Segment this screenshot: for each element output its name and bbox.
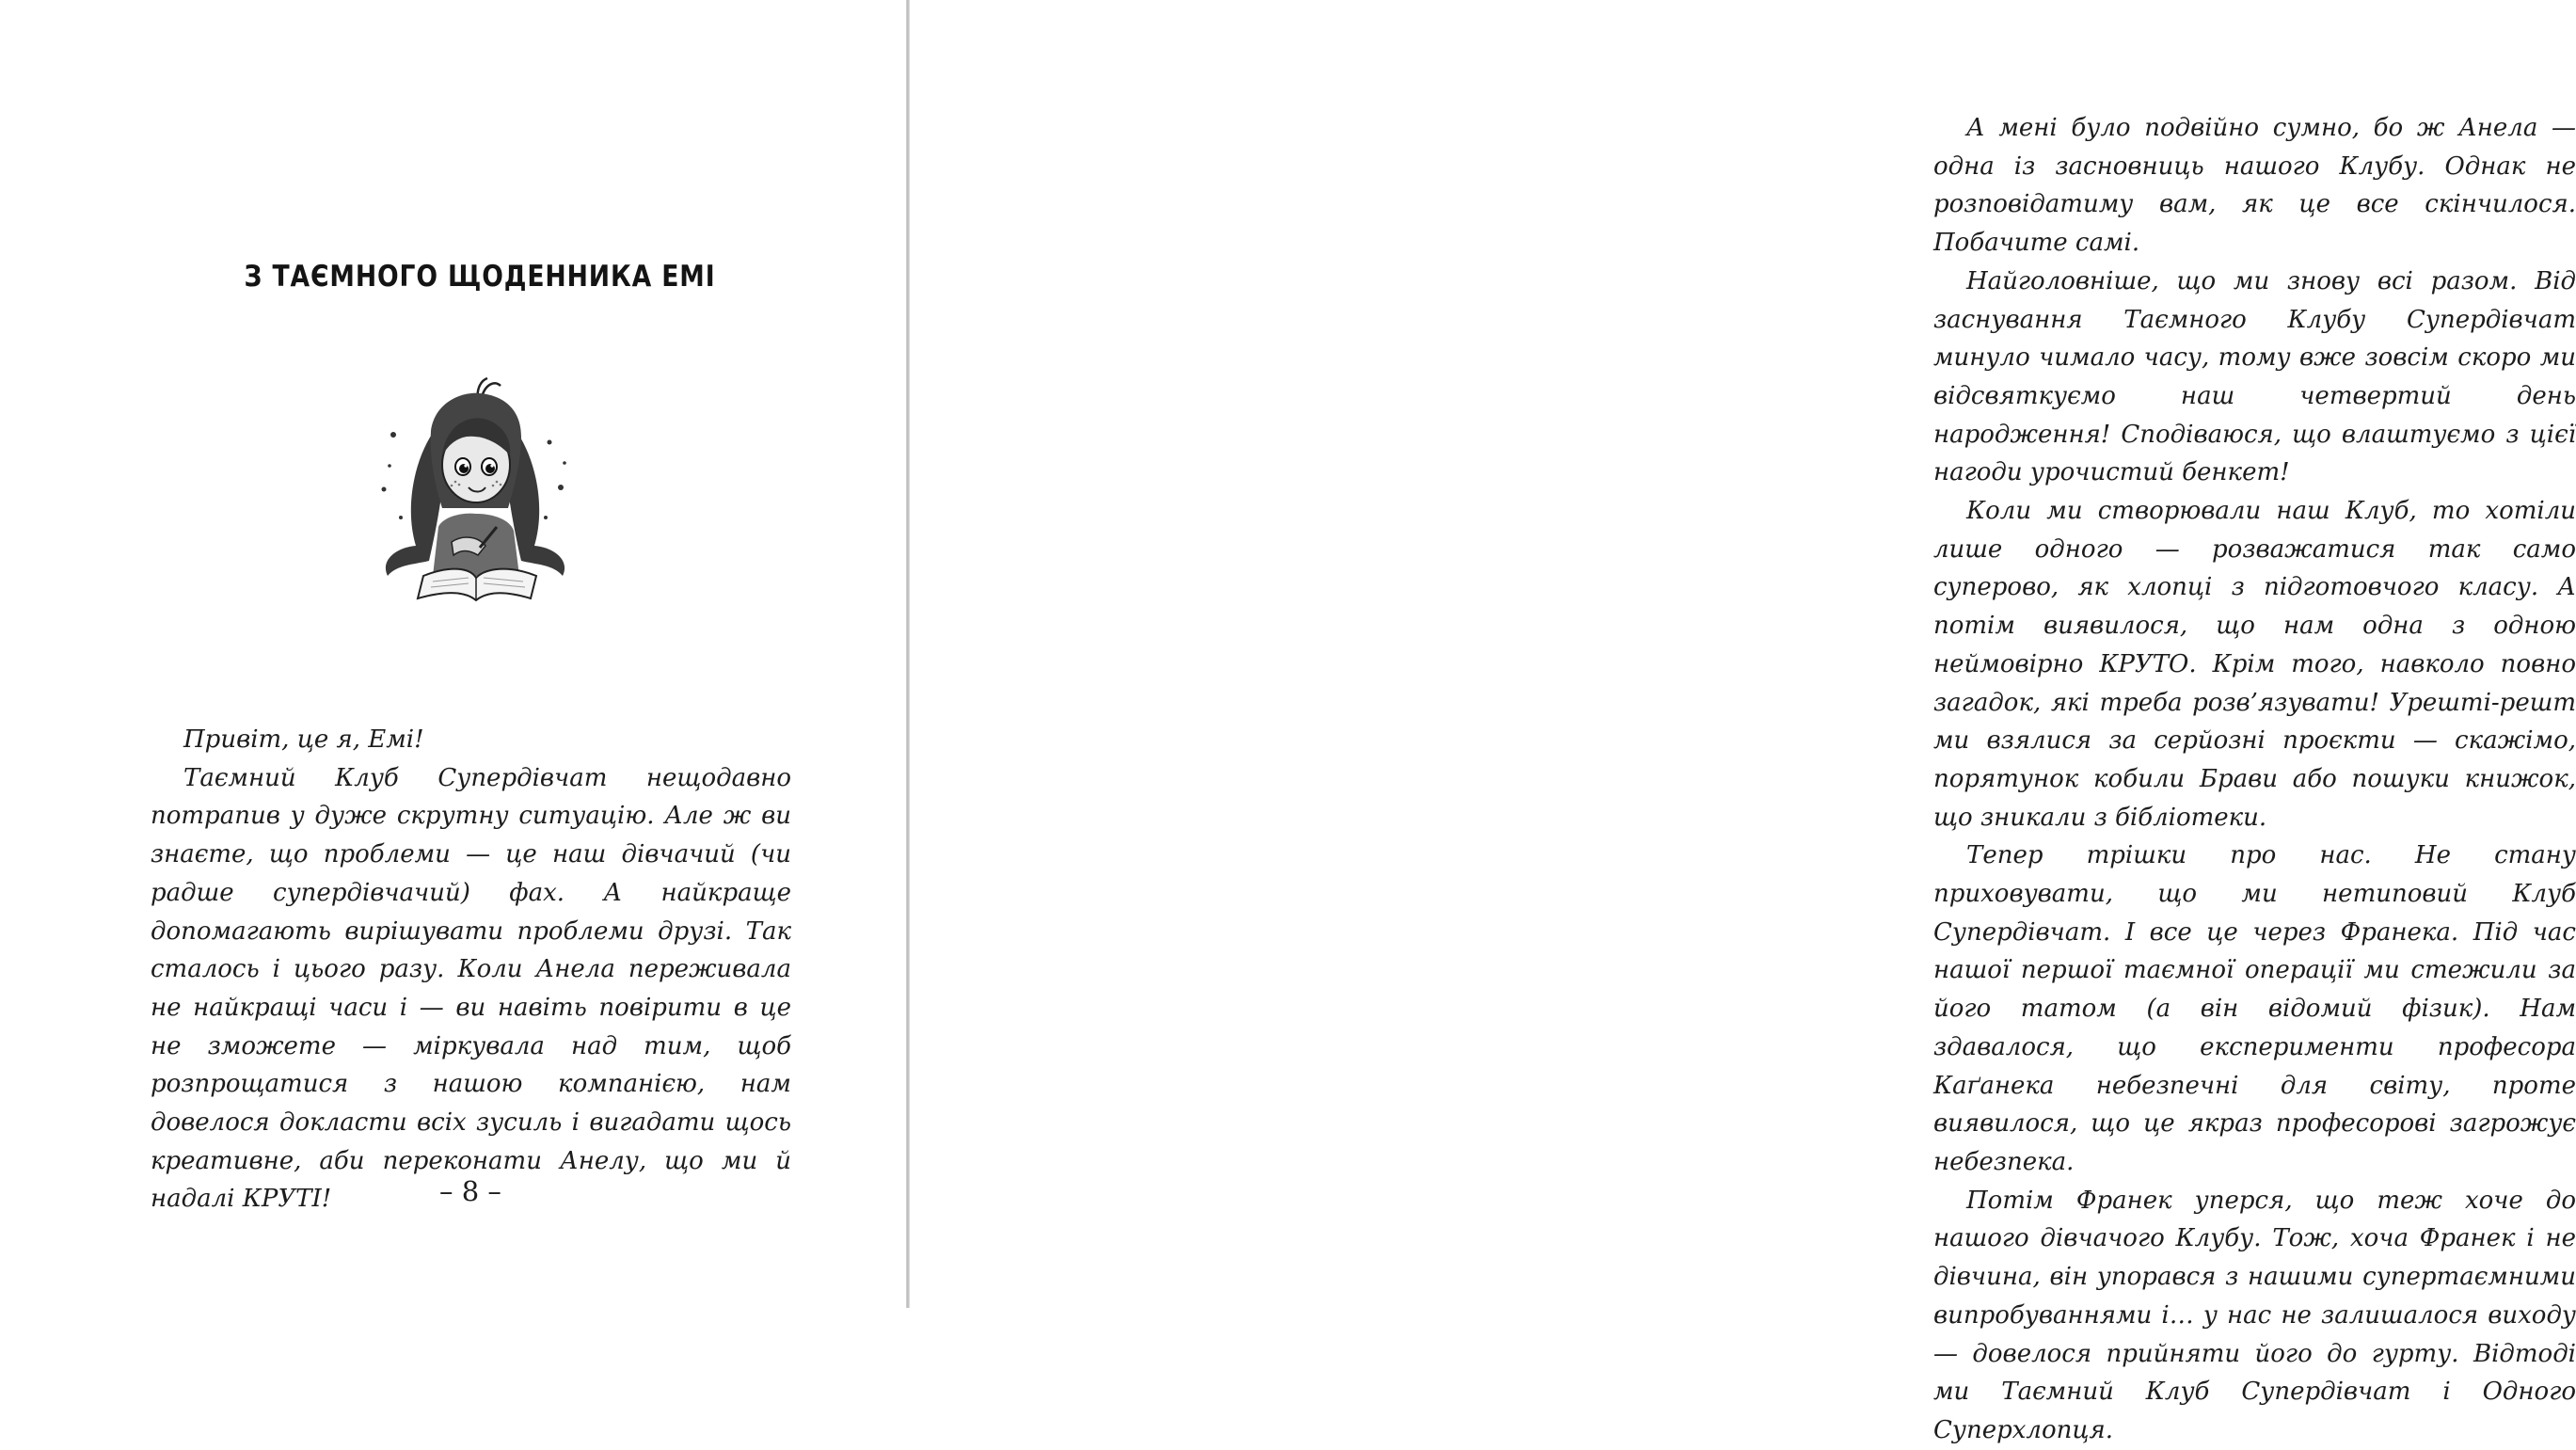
- paragraph: Коли ми створювали наш Клуб, то хотіли лише одного — розважатися так само суперово, як хлопці з підготовчого класу. А потім виявилося, що нам одна з одною неймовірно КРУТО. Крім того, навколо повно загадок, які треба розв’язувати! Урешті-решт ми взялися за серйозні проєкти — скажімо, порятунок кобили Брави або пошуки книжок, що зникали з бібліотеки.: [1933, 497, 2576, 832]
- book-gutter: [906, 0, 910, 1308]
- right-page: [911, 0, 2576, 1444]
- paragraph: А мені було подвійно сумно, бо ж Анела — одна із засновниць нашого Клубу. Однак не розповідатиму вам, як це все скінчилося. Побачите самі.: [1933, 114, 2576, 258]
- paragraph: Таємний Клуб Супердівчат нещодавно потрапив у дуже скрутну ситуацію. Але ж ви знаєте, що проблеми — це наш дівчачий (чи радше супердівчачий) фах. А найкраще допомагають вирішувати проблеми друзі. Так сталось і цього разу. Коли Анела переживала не найкращі часи і — ви навіть повірити в це не зможете — міркувала над тим, щоб розпрощатися з нашою компанією, нам довелося докласти всіх зусиль і вигадати щось креативне, аби переконати Анелу, що ми й надалі КРУТІ!: [151, 763, 791, 1214]
- paragraph: Тепер трішки про нас. Не стану приховувати, що ми нетиповий Клуб Супердівчат. І все це через Франека. Під час нашої першої таємної операції ми стежили за його татом (а він відомий фізик). Нам здавалося, що експерименти професора Каґанека небезпечні для світу, проте виявилося, що це якраз професорові загрожує небезпека.: [1933, 841, 2576, 1176]
- paragraph: Найголовніше, що ми знову всі разом. Від заснування Таємного Клубу Супердівчат минуло чимало часу, тому вже зовсім скоро ми відсвяткуємо наш четвертий день народження! Сподіваюся, що влаштуємо з цієї нагоди урочистий бенкет!: [1933, 266, 2576, 487]
- page-number: – 8 –: [439, 1175, 501, 1207]
- chapter-title: З ТАЄМНОГО ЩОДЕННИКА ЕМІ: [244, 260, 716, 294]
- paragraph: Привіт, це я, Емі!: [183, 725, 424, 754]
- left-page-text: [151, 721, 791, 1219]
- girl-with-notebook-illustration: [376, 376, 574, 612]
- right-page-text: [1933, 109, 2576, 1450]
- paragraph: Потім Франек уперся, що теж хоче до нашого дівчачого Клубу. Тож, хоча Франек і не дівчина, він упорався з нашими супертаємними випробуваннями і… у нас не залишалося виходу — довелося прийняти його до гурту. Відтоді ми Таємний Клуб Супердівчат і Одного Суперхлопця.: [1933, 1186, 2576, 1444]
- left-page: [0, 0, 905, 1308]
